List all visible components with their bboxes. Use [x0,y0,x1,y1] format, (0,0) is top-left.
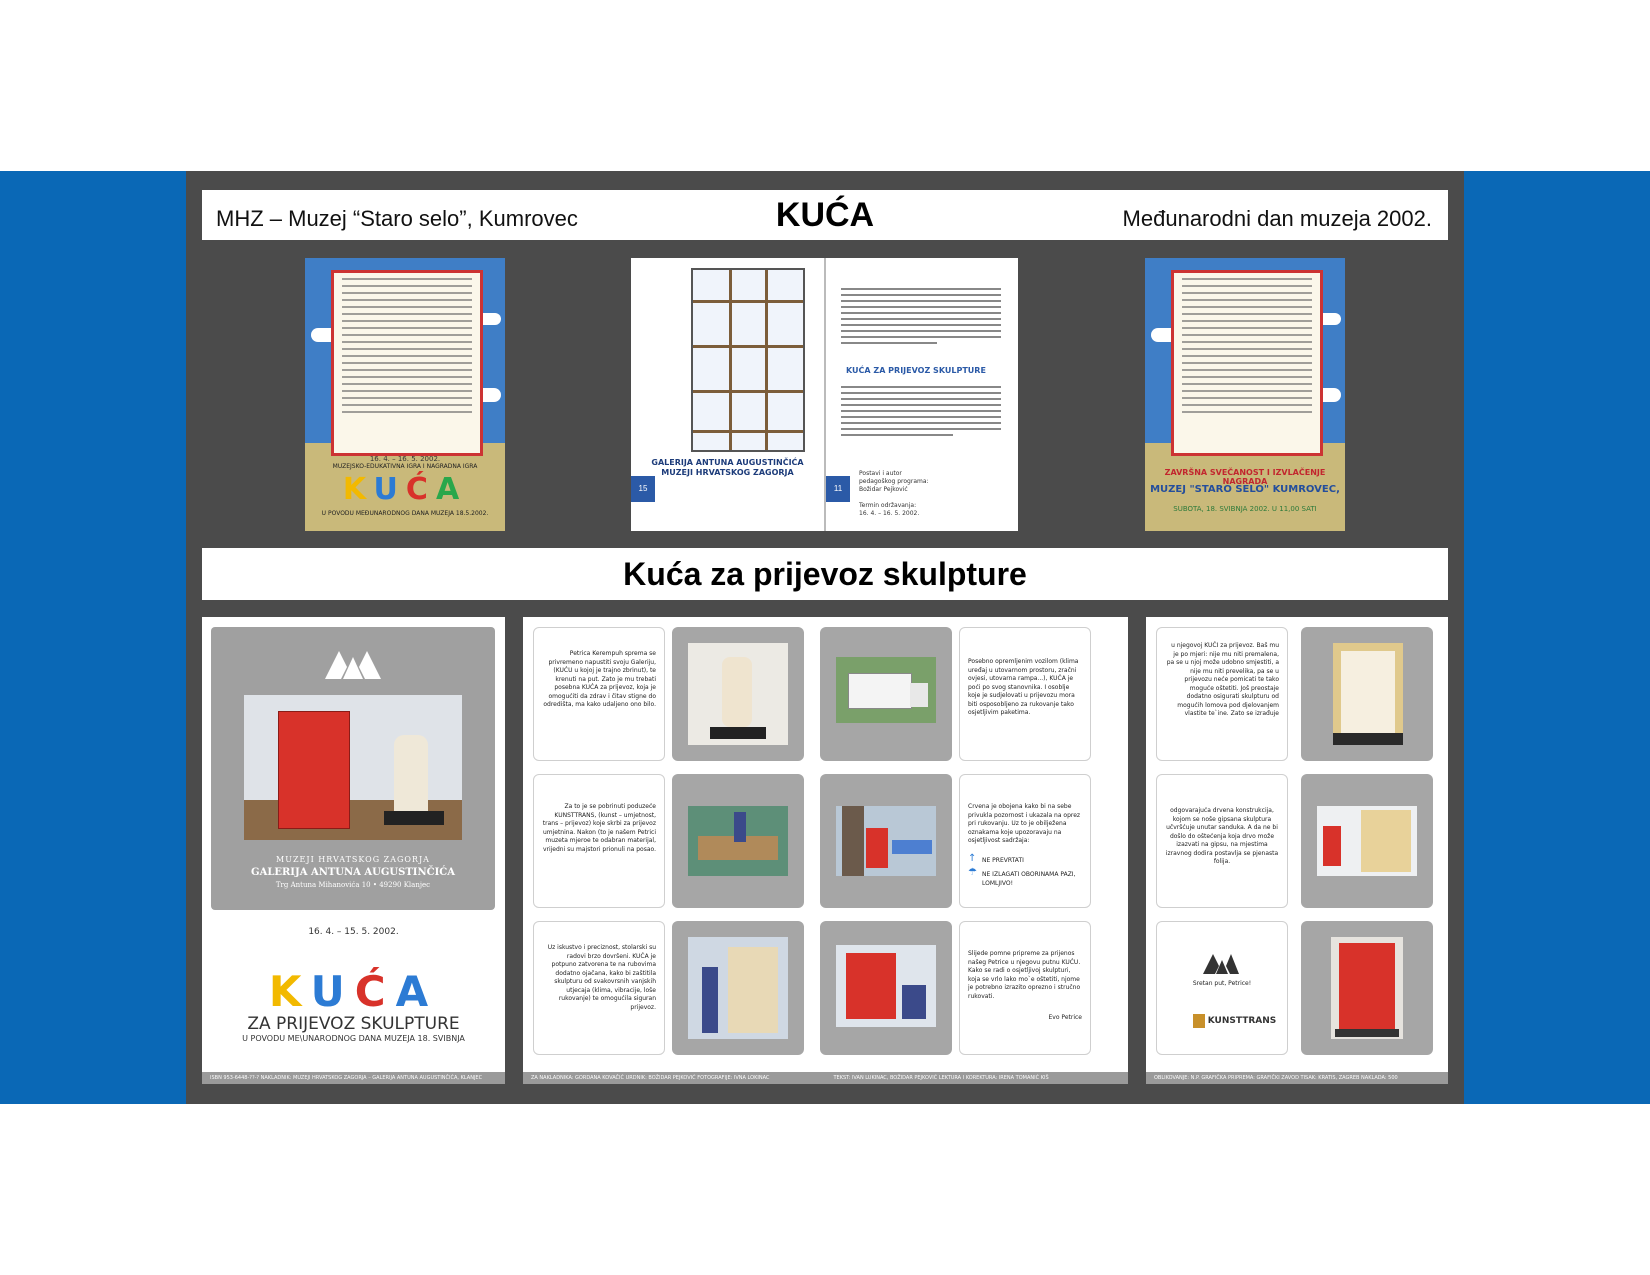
brochure-credits [859,470,979,518]
gallery-logo-icon [325,647,381,679]
house-outline [1171,270,1323,456]
warning-sign-1 [968,853,1082,866]
text-card [1156,627,1288,761]
gallery-line: GALERIJA ANTUNA AUGUSTINČIĆA [651,458,804,467]
event-name: Međunarodni dan muzeja 2002. [1122,206,1432,231]
card-text: u njegovoj KUĆI za prijevoz. Baš mu je po mjeri: nije mu niti premalena, pa se u njoj može udobno smjestiti, a nije mu niti prevelika, pa se u prijevozu neće pomicati te tako moguće oštetiti. Još preostaje dodatno osigurati skulpturu od mogućih lomova pod djelovanjem vlastite te`ine. Zato se izrađuje [1166,642,1279,717]
sign-label: NE IZLAGATI OBORINAMA PAZI, LOMLJIVO! [982,871,1076,887]
poster-left [305,258,505,531]
card-text: Za to je se pobrinuti poduzeće KUNSTTRANS, (kunst – umjetnost, trans – prijevoz) koje skrbi za prijevoz umjetnina. Nakon (to je našem Petrici muzeta mjeroe te odabran materijal, vrijedni su majstori prionuli na posao. [542,803,656,853]
text-card [533,921,665,1055]
text-card [1156,921,1288,1055]
brochure-heading: KUĆA ZA PRIJEVOZ SKULPTURE [846,366,986,375]
card-text: Uz iskustvo i preciznost, stolarski su radovi brzo dovršeni. KUĆA je potpuno zatvorena te na rubovima dodatno ojačana, kako bi zaštitila skulpturu od svakovrsnih vanjskih utjecaja (klima, vibracije, loše rukovanje) te omogućila siguran prijevoz. [547,944,656,1011]
credit-line: Božidar Pejković [859,486,908,493]
arrow-up-icon: ↑ [968,853,977,864]
cover-institution: MUZEJI HRVATSKOG ZAGORJA [276,855,430,864]
page-number-left: 15 [631,476,655,502]
poster-datetime: SUBOTA, 18. SVIBNJA 2002. U 11,00 SATI [1173,505,1317,513]
sculpture-photo [688,643,788,745]
carpenter-photo [688,937,788,1039]
text-card [959,921,1091,1055]
brochure-spread [631,258,1018,531]
card-text: Petrica Kerempuh sprema se privremeno napustiti svoju Galeriju, (KUĆU u kojoj je trajno zbrinut), te krenuti na put. Zato je mu trebati posebna KUĆA za prijevoz, koja je omogućiti da zdrav i čitav stigne do odredišta, ma kako udaljeno ono bilo. [543,650,656,708]
poster-right [1145,258,1345,531]
cover-gray-block [211,627,495,910]
text-card [1156,774,1288,908]
catalogue-back [1146,617,1448,1084]
card-text: Slijede pomne pripreme za prijenos našeg Petrice u njegovu putnu KUĆU. Kako se radi o osjetljivoj skulpturi, koja se vrlo lako mo`e oštetiti, njome je potrebno izrazito oprezno i stručno rukovati. [968,950,1081,1000]
photo-card [1301,921,1433,1055]
spread-footer-right: TEKST: IVAN LUKINAC, BOŽIDAR PEJKOVIĆ LEKTURA I KOREKTURA: IRENA TOMANIĆ KIŠ [826,1072,1129,1084]
cover-title: KUĆA [268,967,439,1016]
red-crate-photo [836,945,936,1027]
cover-subtitle: ZA PRIJEVOZ SKULPTURE [247,1014,460,1034]
brochure-paragraph [841,284,1001,348]
card-text: Crvena je obojena kako bi na sebe privukla pozornost i ukazala na oprez pri rukovanju. Uz to je obilježena oznakama koje upozoravaju na osjetljivost sadržaja: [968,803,1081,844]
farewell-text: Sretan put, Petrice! [1192,980,1252,987]
poster-occasion: U POVODU MEĐUNARODNOG DANA MUZEJA 18.5.2002. [321,510,489,517]
photo-card [820,774,952,908]
umbrella-icon: ☂ [968,867,977,878]
sculpture [394,735,428,815]
back-footer: OBLIKOVANJE: N.P. GRAFIČKA PRIPREMA: GRAFIČKI ZAVOD TISAK: KRATIS, ZAGREB NAKLADA: 500 [1146,1072,1448,1084]
kunsttrans-logo-icon [1203,952,1239,974]
poster-word-grid [334,278,480,413]
museum-name: MHZ – Muzej “Staro selo”, Kumrovec [216,206,578,231]
section-title: Kuća za prijevoz skulpture [623,556,1027,592]
text-card [533,627,665,761]
poster-venue: MUZEJ "STARO SELO" KUMROVEC, [1150,484,1340,495]
text-card [959,774,1091,908]
header-strip [202,190,1448,240]
cover-address: Trg Antuna Mihanovića 10 • 49290 Klanjec [275,881,431,889]
page-title: KUĆA [775,196,875,234]
warning-sign-2 [968,867,1082,888]
credit-line: Postavi i autor [859,470,902,477]
card-text: Posebno opremljenim vozilom (klima uređaj u utovarnom prostoru, zračni ovjesi, utovarna rampa...), KUĆA je poći po svog stanovnika. I osoblje koje je sudjelovati u prijevozu mora biti osposobljeno za rukovanje tako osjetljivim paketima. [968,658,1079,716]
workshop-photo [688,806,788,876]
text-card [533,774,665,908]
cover-footer: ISBN 953-6448-??-? NAKLADNIK: MUZEJI HRVATSKOG ZAGORJA – GALERIJA ANTUNA AUGUSTINČIĆA, KLANJEC [202,1072,505,1084]
right-blue-band [1464,171,1650,1104]
brochure-paragraph [841,382,1001,440]
photo-card [672,774,804,908]
kunsttrans-brand: KUNSTTRANS [1207,1016,1277,1026]
photo-card [820,627,952,761]
page-number-right: 11 [826,476,850,502]
left-blue-band [0,171,186,1104]
text-card [959,627,1091,761]
cover-photo [244,695,462,840]
catalogue-spread-middle [523,617,1128,1084]
card-signature: Evo Petrice [1048,1014,1082,1021]
term-line: 16. 4. – 16. 5. 2002. [859,510,920,517]
crate-with-sculpture-photo [1317,806,1417,876]
photo-card [1301,774,1433,908]
poster-line: MUZEJSKO-EDUKATIVNA IGRA I NAGRADNA IGRA [332,463,478,470]
cover-gallery: GALERIJA ANTUNA AUGUSTINČIĆA [251,867,455,878]
brochure-gallery-name [631,458,824,478]
cover-date: 16. 4. – 15. 5. 2002. [308,927,399,937]
sign-label: NE PREVRTATI [982,857,1024,864]
poster-date: 16. 4. – 16. 5. 2002. [369,455,441,463]
catalogue-cover [202,617,505,1084]
photo-card [1301,627,1433,761]
cover-occasion: U POVODU ME\UNARODNOG DANA MUZEJA 18. SVIBNJA [242,1034,465,1043]
photo-card [672,921,804,1055]
credit-line: pedagoškog programa: [859,478,929,485]
spread-footer-left: ZA NAKLADNIKA: GORDANA KOVAČIĆ URDNIK: BOŽIDAR PEJKOVIĆ FOTOGRAFIJE: IVNA LOKINAC [523,1072,826,1084]
term-line: Termin održavanja: [859,502,917,509]
red-crate [278,711,350,829]
closed-crate-photo [1331,937,1403,1039]
photo-card [672,627,804,761]
poster-word-grid [1174,278,1320,413]
truck-photo [836,657,936,723]
poster-ceremony: ZAVRŠNA SVEČANOST I IZVLAČENJE NAGRADA [1164,468,1326,486]
loading-photo [836,806,936,876]
crate-open-photo [1333,643,1403,745]
gallery-line: MUZEJI HRVATSKOG ZAGORJA [661,468,794,477]
wrapped-package-illustration [691,268,805,452]
subtitle-strip [202,548,1448,600]
photo-card [820,921,952,1055]
card-text: odgovarajuća drvena konstrukcija, kojom se noše gipsana skulptura učvršćuje unutar sanduka. A da ne bi došlo do oštećenja koja drvo može izazvati na gipsu, na mjestima izravnog dodira postavlja se pjenasta folija. [1165,807,1279,865]
house-outline [331,270,483,456]
poster-title: KUĆA [342,472,468,507]
